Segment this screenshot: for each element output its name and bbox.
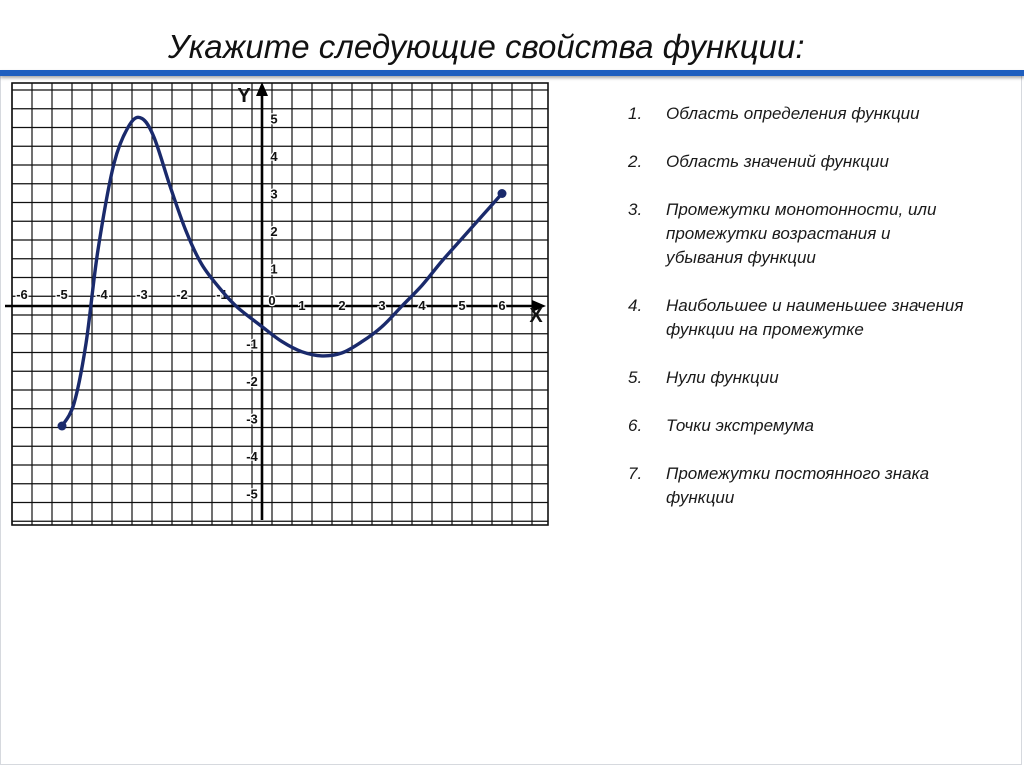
y-tick-label: -5 xyxy=(246,486,258,502)
property-number: 7. xyxy=(628,464,643,483)
x-tick-label: 3 xyxy=(378,298,386,313)
property-item xyxy=(628,102,968,126)
property-number: 6. xyxy=(628,416,643,435)
curve-endpoint xyxy=(58,422,67,431)
property-number: 2. xyxy=(628,152,643,171)
y-tick-label: 5 xyxy=(270,111,278,127)
function-graph xyxy=(0,80,552,530)
y-tick-label: 1 xyxy=(270,261,278,277)
property-text: Промежутки монотонности, или промежутки возрастания и убывания функции xyxy=(666,200,937,267)
property-number: 3. xyxy=(628,200,643,219)
y-axis-label: Y xyxy=(237,85,251,107)
property-number: 4. xyxy=(628,296,643,315)
y-tick-label: 2 xyxy=(270,224,278,239)
curve-endpoint xyxy=(498,189,507,198)
x-tick-label: -1 xyxy=(216,287,228,302)
y-tick-label: -1 xyxy=(246,336,258,352)
property-item xyxy=(628,414,968,438)
x-tick-label: -2 xyxy=(176,287,188,302)
x-tick-label: 5 xyxy=(458,298,466,313)
x-tick-label: 2 xyxy=(338,298,346,313)
property-text: Промежутки постоянного знака функции xyxy=(666,464,930,507)
y-tick-label: 4 xyxy=(270,149,278,164)
slide-title: Укажите следующие свойства функции: xyxy=(168,28,805,65)
x-tick-label: -6 xyxy=(16,287,28,302)
x-axis-label: X xyxy=(529,305,543,327)
y-tick-label: 3 xyxy=(270,186,278,202)
title-underline xyxy=(0,70,1024,76)
properties-list xyxy=(628,102,968,534)
property-item xyxy=(628,366,968,390)
property-number: 1. xyxy=(628,104,643,123)
property-item xyxy=(628,198,968,270)
x-tick-label: 4 xyxy=(418,298,426,313)
property-text: Область значений функции xyxy=(666,152,889,171)
property-text: Точки экстремума xyxy=(666,416,814,435)
x-tick-label: 0 xyxy=(268,293,276,308)
y-tick-label: -3 xyxy=(246,411,258,427)
x-tick-label: 6 xyxy=(498,298,506,313)
y-tick-label: -4 xyxy=(246,449,258,464)
x-tick-label: -3 xyxy=(136,287,148,302)
y-tick-label: -2 xyxy=(246,374,258,389)
x-tick-label: -4 xyxy=(96,287,108,302)
property-text: Область определения функции xyxy=(666,104,920,123)
property-item xyxy=(628,150,968,174)
property-item xyxy=(628,294,968,342)
property-number: 5. xyxy=(628,368,643,387)
x-tick-label: -5 xyxy=(56,287,68,302)
x-tick-label: 1 xyxy=(298,298,306,313)
property-text: Наибольшее и наименьшее значения функции на промежутке xyxy=(666,296,964,339)
property-text: Нули функции xyxy=(666,368,779,387)
title-bar xyxy=(0,0,1024,76)
property-item xyxy=(628,462,968,510)
